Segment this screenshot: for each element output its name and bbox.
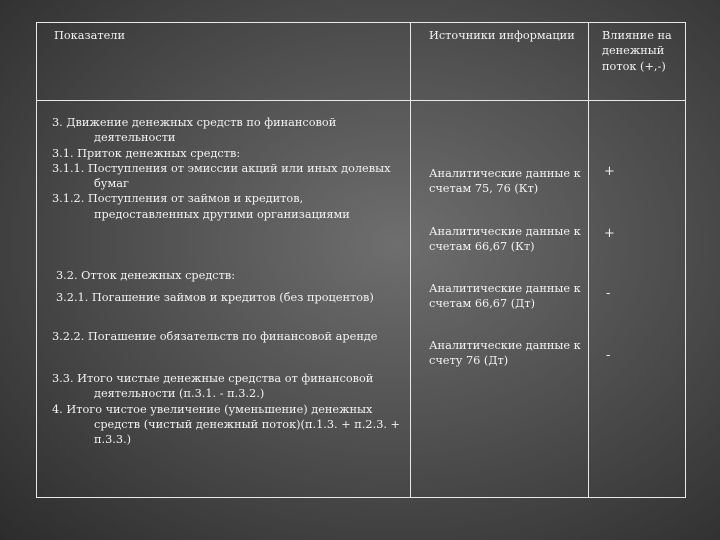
source-cell: Аналитические данные к счетам 66,67 (Дт) [429, 282, 581, 311]
indicator-line: 3.1.2. Поступления от займов и кредитов, [52, 192, 304, 206]
influence-sign: + [604, 226, 615, 241]
table-border-left [36, 22, 37, 498]
source-cell: Аналитические данные к счету 76 (Дт) [429, 339, 581, 368]
header-sources: Источники информации [429, 29, 575, 42]
influence-sign: + [604, 164, 615, 179]
outflow-title: 3.2. Отток денежных средств: [56, 269, 236, 282]
total-line: п.3.3.) [94, 433, 132, 447]
influence-sign: - [606, 286, 611, 301]
indicators-table [36, 22, 686, 498]
outflow-item-lease: 3.2.2. Погашение обязательств по финансовой аренде [52, 330, 378, 343]
header-influence: Влияние на денежный поток (+,-) [602, 29, 672, 73]
source-cell: Аналитические данные к счетам 75, 76 (Кт) [429, 167, 581, 196]
influence-sign: - [606, 348, 611, 363]
column-divider-1 [410, 22, 411, 498]
table-border-right [685, 22, 686, 498]
indicator-line: деятельности [94, 131, 176, 145]
indicators-block-financing [52, 115, 404, 222]
source-cell: Аналитические данные к счетам 66,67 (Кт) [429, 225, 581, 254]
indicator-line: 3. Движение денежных средств по финансовой [52, 116, 337, 129]
total-line: 3.3. Итого чистые денежные средства от финансовой [52, 372, 374, 385]
header-row-divider [36, 100, 686, 101]
indicator-line: предоставленных другими организациями [94, 207, 350, 221]
total-line: деятельности (п.3.1. - п.3.2.) [94, 387, 265, 401]
column-divider-2 [588, 22, 589, 498]
indicator-line: бумаг [94, 177, 129, 191]
header-indicators: Показатели [54, 29, 125, 42]
indicator-line: 3.1. Приток денежных средств: [52, 146, 241, 160]
total-line: 4. Итого чистое увеличение (уменьшение) денежных [52, 402, 373, 416]
total-line: средств (чистый денежный поток)(п.1.3. + п.2.3. + [94, 417, 401, 431]
outflow-item-loans: 3.2.1. Погашение займов и кредитов (без процентов) [56, 291, 374, 304]
indicator-line: 3.1.1. Поступления от эмиссии акций или иных долевых [52, 161, 391, 175]
totals-block [52, 371, 404, 447]
